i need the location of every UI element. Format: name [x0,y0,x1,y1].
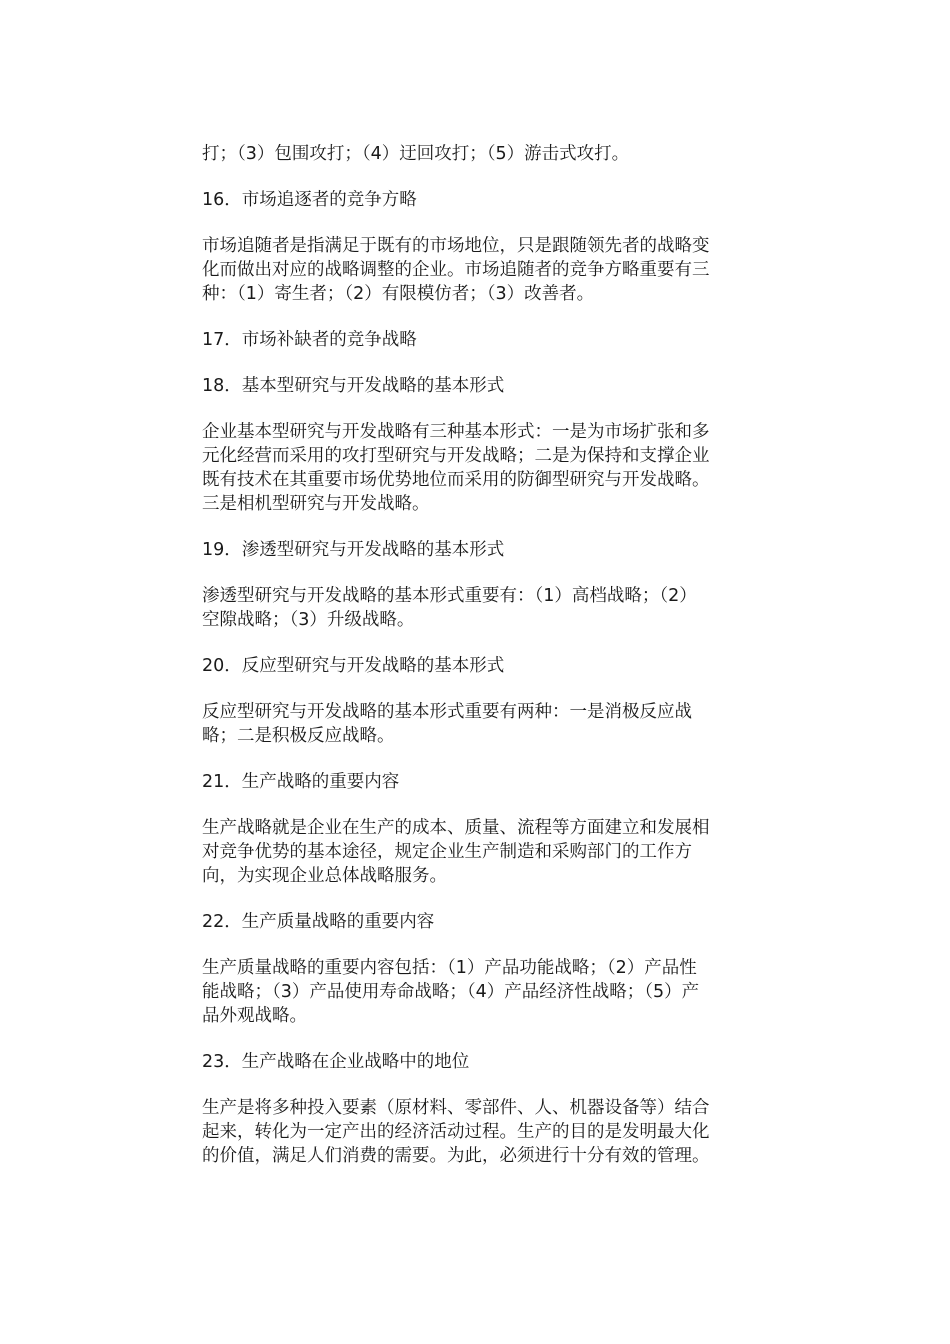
text-line: 生产战略就是企业在生产的成本、质量、流程等方面建立和发展相 [202,818,710,838]
section-heading-19: 19．渗透型研究与开发战略的基本形式 [202,540,505,560]
section-heading-17: 17．市场补缺者的竞争战略 [202,330,417,350]
paragraph-22 [202,956,762,1028]
text-line: 生产质量战略的重要内容包括：（1）产品功能战略；（2）产品性 [202,958,697,978]
paragraph-18 [202,420,762,516]
text-line: 企业基本型研究与开发战略有三种基本形式：一是为市场扩张和多 [202,422,710,442]
paragraph-21 [202,816,762,888]
text-line: 略；二是积极反应战略。 [202,726,395,746]
text-line: 反应型研究与开发战略的基本形式重要有两种：一是消极反应战 [202,702,692,722]
text-line: 渗透型研究与开发战略的基本形式重要有：（1）高档战略；（2） [202,586,697,606]
text-line: 起来，转化为一定产出的经济活动过程。生产的目的是发明最大化 [202,1122,710,1142]
text-line: 元化经营而采用的攻打型研究与开发战略；二是为保持和支撑企业 [202,446,710,466]
text-line: 向，为实现企业总体战略服务。 [202,866,447,886]
text-line: 种：（1）寄生者；（2）有限模仿者；（3）改善者。 [202,284,595,304]
text-line: 打；（3）包围攻打；（4）迂回攻打；（5）游击式攻打。 [202,144,630,164]
section-heading-21: 21．生产战略的重要内容 [202,772,400,792]
text-line: 既有技术在其重要市场优势地位而采用的防御型研究与开发战略。 [202,470,710,490]
section-heading-16: 16．市场追逐者的竞争方略 [202,190,417,210]
text-line: 生产是将多种投入要素（原材料、零部件、人、机器设备等）结合 [202,1098,710,1118]
text-line: 市场追随者是指满足于既有的市场地位，只是跟随领先者的战略变 [202,236,710,256]
text-line: 对竞争优势的基本途径，规定企业生产制造和采购部门的工作方 [202,842,692,862]
text-line: 空隙战略；（3）升级战略。 [202,610,415,630]
paragraph-16 [202,234,762,306]
text-line: 品外观战略。 [202,1006,307,1026]
paragraph-20 [202,700,762,748]
text-line: 的价值，满足人们消费的需要。为此，必须进行十分有效的管理。 [202,1146,710,1166]
section-heading-20: 20．反应型研究与开发战略的基本形式 [202,656,505,676]
section-heading-18: 18．基本型研究与开发战略的基本形式 [202,376,505,396]
text-line: 化而做出对应的战略调整的企业。市场追随者的竞争方略重要有三 [202,260,710,280]
paragraph-19 [202,584,762,632]
section-heading-22: 22．生产质量战略的重要内容 [202,912,435,932]
paragraph-continuation [202,142,762,166]
paragraph-23 [202,1096,762,1168]
text-line: 能战略；（3）产品使用寿命战略；（4）产品经济性战略；（5）产 [202,982,700,1002]
document-page [202,142,762,1168]
section-heading-23: 23．生产战略在企业战略中的地位 [202,1052,470,1072]
text-line: 三是相机型研究与开发战略。 [202,494,430,514]
